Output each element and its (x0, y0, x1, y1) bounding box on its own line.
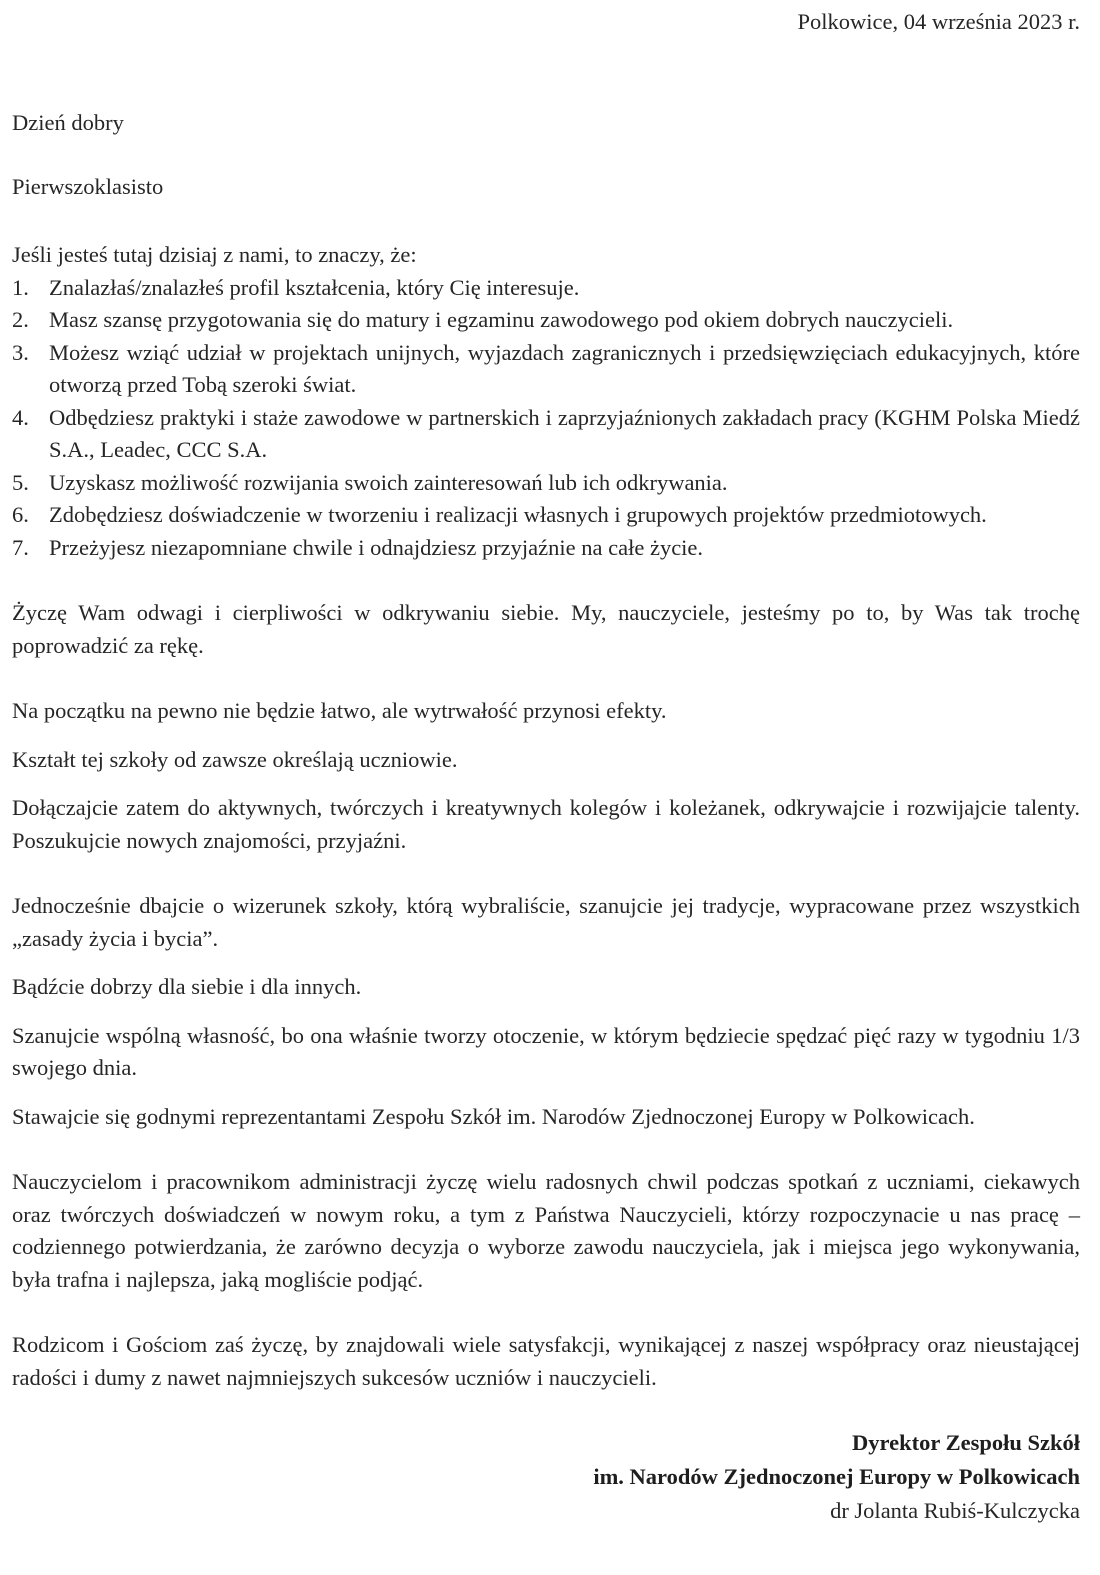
signature-title-line1: Dyrektor Zespołu Szkół (852, 1430, 1080, 1455)
paragraph-image: Jednocześnie dbajcie o wizerunek szkoły, którą wybraliście, szanujcie jej tradycje, wypracowane przez wszystkich „zasady życia i bycia”. (12, 893, 1080, 951)
benefits-list (12, 272, 1080, 565)
list-item-text: Odbędziesz praktyki i staże zawodowe w partnerskich i zaprzyjaźnionych zakładach pracy (KGHM Polska Miedź S.A., Leadec, CCC S.A. (49, 404, 1080, 462)
list-item (12, 337, 1080, 402)
intro-line: Jeśli jesteś tutaj dzisiaj z nami, to znaczy, że: (12, 242, 417, 267)
paragraph-parents: Rodzicom i Gościom zaś życzę, by znajdowali wiele satysfakcji, wynikającej z naszej współpracy oraz nieustającej radości i dumy z nawet najmniejszych sukcesów uczniów i nauczycieli. (12, 1332, 1080, 1390)
list-item-text: Zdobędziesz doświadczenie w tworzeniu i realizacji własnych i grupowych projektów przedmiotowych. (49, 502, 987, 527)
list-item (12, 272, 1080, 305)
list-item-text: Możesz wziąć udział w projektach unijnych, wyjazdach zagranicznych i przedsięwzięciach edukacyjnych, które otworzą przed Tobą szeroki świat. (49, 339, 1080, 397)
list-item (12, 304, 1080, 337)
letter-page (12, 0, 1080, 1575)
list-item-number: 7. (12, 534, 29, 560)
list-item (12, 402, 1080, 467)
list-item (12, 467, 1080, 500)
paragraph-representatives: Stawajcie się godnymi reprezentantami Zespołu Szkół im. Narodów Zjednoczonej Europy w Polkowicach. (12, 1103, 975, 1129)
paragraph-school-shape: Kształt tej szkoły od zawsze określają uczniowie. (12, 746, 458, 772)
signature-name: dr Jolanta Rubiś-Kulczycka (830, 1498, 1080, 1523)
list-item-number: 4. (12, 404, 29, 430)
letter-date: Polkowice, 04 września 2023 r. (797, 9, 1080, 34)
list-item-text: Uzyskasz możliwość rozwijania swoich zainteresowań lub ich odkrywania. (49, 469, 728, 495)
list-item-number: 3. (12, 339, 29, 365)
salutation: Pierwszoklasisto (12, 174, 164, 199)
paragraph-courage: Życzę Wam odwagi i cierpliwości w odkrywaniu siebie. My, nauczyciele, jesteśmy po to, by Was tak trochę poprowadzić za rękę. (12, 600, 1080, 658)
list-item (12, 499, 1080, 532)
signature-block (593, 1426, 1080, 1528)
list-item-number: 5. (12, 469, 29, 495)
list-item-number: 6. (12, 502, 29, 527)
paragraph-property: Szanujcie wspólną własność, bo ona właśnie tworzy otoczenie, w którym będziecie spędzać pięć razy w tygodniu 1/3 swojego dnia. (12, 1022, 1080, 1080)
list-item-text: Przeżyjesz niezapomniane chwile i odnajdziesz przyjaźnie na całe życie. (49, 534, 704, 560)
list-item (12, 532, 1080, 565)
list-item-text: Masz szansę przygotowania się do matury i egzaminu zawodowego pod okiem dobrych nauczycieli. (49, 307, 954, 332)
list-item-text: Znalazłaś/znalazłeś profil kształcenia, który Cię interesuje. (49, 274, 580, 300)
paragraph-beginning: Na początku na pewno nie będzie łatwo, ale wytrwałość przynosi efekty. (12, 698, 667, 723)
letter-body (12, 239, 1080, 1394)
list-item-number: 1. (12, 274, 29, 300)
greeting: Dzień dobry (12, 110, 124, 135)
paragraph-join: Dołączajcie zatem do aktywnych, twórczych i kreatywnych kolegów i koleżanek, odkrywajcie i rozwijajcie talenty. Poszukujcie nowych znajomości, przyjaźni. (12, 795, 1080, 853)
paragraph-be-good: Bądźcie dobrzy dla siebie i dla innych. (12, 974, 362, 999)
list-item-number: 2. (12, 307, 29, 332)
signature-title-line2: im. Narodów Zjednoczonej Europy w Polkowicach (593, 1464, 1080, 1489)
paragraph-teachers: Nauczycielom i pracownikom administracji życzę wielu radosnych chwil podczas spotkań z uczniami, ciekawych oraz twórczych doświadczeń w nowym roku, a tym z Państwa Nauczycieli, którzy rozpoczynacie u nas pracę – codziennego potwierdzania, że zarówno decyzja o wyborze zawodu nauczyciela, jak i miejsca jego wykonywania, była trafna i najlepsza, jaką mogliście podjąć. (12, 1169, 1080, 1292)
